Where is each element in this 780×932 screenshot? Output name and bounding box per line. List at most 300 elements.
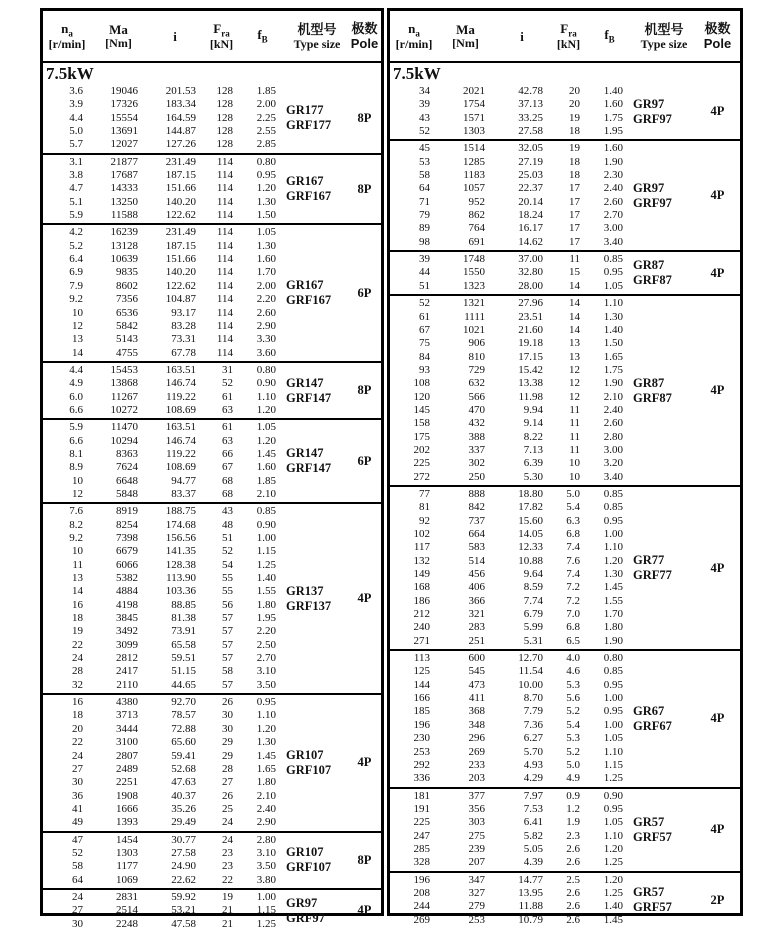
na-cell: 196 [413,718,430,731]
fra-cell: 6.8 [566,621,580,634]
row-list [390,873,633,928]
ratio-cell: 8.70 [523,692,543,705]
spec-row [390,85,633,98]
type-size-label: GR167 [286,278,324,293]
fb-cell: 0.90 [256,518,276,531]
ma-cell: 1057 [463,182,485,195]
col-header-ma: Ma [Nm] [452,22,479,50]
na-cell: 202 [413,443,430,456]
spec-row [390,311,633,324]
ratio-cell: 59.92 [171,890,196,903]
ratio-cell: 83.37 [171,487,196,500]
na-cell: 6.4 [69,253,83,266]
ma-cell: 356 [468,802,485,815]
ratio-cell: 144.87 [165,125,196,138]
ma-cell: 13868 [110,377,138,390]
fra-cell: 15 [569,266,580,279]
na-cell: 225 [413,816,430,829]
ratio-cell: 18.24 [518,209,543,222]
spec-row [390,900,633,913]
fra-cell: 0.9 [566,789,580,802]
spec-row [43,790,286,803]
spec-row [43,125,286,138]
pole-cell [348,504,381,693]
na-cell: 98 [419,235,430,248]
spec-row [43,750,286,763]
fra-cell: 114 [216,182,233,195]
na-cell: 191 [413,802,430,815]
spec-row [390,665,633,678]
type-size-label: GR57 [633,885,665,900]
fra-cell: 24 [222,833,233,846]
ratio-cell: 5.82 [523,829,543,842]
ma-cell: 1514 [463,142,485,155]
spec-row [390,112,633,125]
row-list [390,141,633,250]
ma-cell: 1748 [463,253,485,266]
na-cell: 269 [413,913,430,926]
fra-cell: 23 [222,846,233,859]
ma-cell: 2417 [116,665,138,678]
ratio-cell: 183.34 [165,98,196,111]
fra-cell: 10 [569,470,580,483]
type-size-label: GR107 [286,845,324,860]
na-cell: 19 [72,625,83,638]
na-cell: 44 [419,266,430,279]
na-cell: 14 [72,585,83,598]
row-list [390,789,633,871]
na-cell: 7.6 [69,505,83,518]
na-cell: 92 [419,514,430,527]
spec-group [43,225,381,362]
fra-cell: 27 [222,776,233,789]
spec-row [390,541,633,554]
fb-cell: 1.80 [256,776,276,789]
ratio-cell: 33.25 [518,111,543,124]
spec-group [390,651,740,788]
spec-row [390,391,633,404]
spec-row [43,625,286,638]
fb-cell: 1.20 [603,842,623,855]
na-cell: 18 [72,709,83,722]
type-size-cell [633,873,695,928]
fra-cell: 5.6 [566,692,580,705]
fra-cell: 23 [222,860,233,873]
spec-row [43,599,286,612]
na-cell: 244 [413,900,430,913]
na-cell: 102 [413,528,430,540]
spec-row [43,545,286,558]
fra-cell: 57 [222,638,233,651]
ma-cell: 4755 [116,346,138,359]
spec-row [43,776,286,789]
na-cell: 166 [413,692,430,705]
fra-cell: 1.2 [566,802,580,815]
fb-cell: 1.65 [256,762,276,775]
pole-cell [695,873,740,928]
pole-cell [695,651,740,786]
na-cell: 149 [413,568,430,581]
fra-cell: 18 [569,155,580,168]
spec-row [43,226,286,239]
fra-cell: 6.5 [566,634,580,647]
pole-label: 4P [357,591,372,606]
type-size-label: GR67 [633,703,665,718]
ratio-cell: 22.62 [171,873,196,886]
fb-cell: 1.85 [256,85,276,97]
ratio-cell: 7.53 [523,802,543,815]
na-cell: 5.0 [69,125,83,138]
type-size-label: GRF87 [633,273,672,288]
type-size-cell [286,225,348,360]
na-cell: 144 [413,678,430,691]
na-cell: 272 [413,470,430,483]
ma-cell: 10294 [110,434,138,447]
fra-cell: 114 [216,209,233,222]
spec-row [43,816,286,829]
na-cell: 5.2 [69,239,83,252]
fra-cell: 10 [569,457,580,470]
ma-cell: 583 [468,541,485,554]
pole-label: 4P [710,383,725,398]
type-size-label: GR97 [633,180,665,195]
spec-row [390,705,633,718]
fb-cell: 1.00 [256,532,276,544]
spec-row [390,297,633,310]
spec-row [43,532,286,545]
spec-tables [40,8,743,930]
fb-cell: 1.00 [603,718,623,731]
pole-cell [695,252,740,294]
fra-cell: 5.4 [566,501,580,514]
spec-row [43,98,286,111]
fb-cell: 3.40 [603,235,623,248]
spec-row [43,918,286,931]
spec-row [43,266,286,279]
spec-row [390,471,633,484]
pole-cell [695,296,740,485]
fra-cell: 67 [222,461,233,474]
spec-group [390,141,740,252]
pole-label: 2P [710,892,725,907]
pole-cell [348,225,381,360]
fb-cell: 3.30 [256,333,276,346]
type-size-cell [633,296,695,485]
na-cell: 196 [413,873,430,886]
ratio-cell: 14.62 [518,235,543,248]
ratio-cell: 5.30 [523,470,543,483]
fra-cell: 57 [222,625,233,638]
fb-cell: 1.25 [603,856,623,869]
fra-cell: 63 [222,403,233,416]
ma-cell: 337 [468,443,485,456]
ma-cell: 17326 [110,98,138,111]
spec-row [390,253,633,266]
spec-row [390,156,633,169]
spec-row [43,364,286,377]
group-list-right [390,84,740,928]
spec-group [390,296,740,487]
spec-group [390,252,740,296]
ratio-cell: 7.36 [523,718,543,731]
na-cell: 4.9 [69,377,83,390]
fra-cell: 2.6 [566,886,580,899]
ratio-cell: 141.35 [165,545,196,558]
ma-cell: 347 [468,873,485,886]
fb-cell: 1.00 [603,528,623,540]
na-cell: 3.8 [69,169,83,182]
table-header [43,11,381,63]
spec-row [43,391,286,404]
ma-cell: 842 [468,501,485,514]
fra-cell: 4.9 [566,772,580,785]
fra-cell: 128 [216,111,233,124]
fb-cell: 2.30 [603,169,623,182]
ma-cell: 7398 [116,532,138,544]
spec-row [43,652,286,665]
na-cell: 208 [413,886,430,899]
ratio-cell: 37.00 [518,253,543,266]
ma-cell: 302 [468,457,485,470]
na-cell: 24 [72,652,83,665]
fb-cell: 0.95 [603,802,623,815]
na-cell: 5.9 [69,209,83,222]
col-header-na: $n_a$ [r/min] [395,20,433,52]
na-cell: 32 [72,678,83,691]
fra-cell: 114 [216,306,233,319]
ratio-cell: 59.51 [171,652,196,665]
fra-cell: 18 [569,169,580,182]
row-list [43,363,286,418]
fb-cell: 1.75 [603,111,623,124]
ma-cell: 10272 [110,403,138,416]
fra-cell: 2.6 [566,842,580,855]
spec-row [43,347,286,360]
fb-cell: 2.55 [256,125,276,138]
fra-cell: 43 [222,505,233,518]
spec-row [390,457,633,470]
fra-cell: 52 [222,377,233,390]
fb-cell: 1.55 [256,585,276,598]
spec-row [390,169,633,182]
fb-cell: 1.40 [603,85,623,97]
fra-cell: 114 [216,279,233,292]
ma-cell: 664 [468,528,485,540]
fb-cell: 1.25 [603,886,623,899]
spec-row [43,736,286,749]
pole-label: 8P [357,383,372,398]
na-cell: 6.0 [69,390,83,403]
ma-cell: 764 [468,222,485,235]
spec-row [390,719,633,732]
ratio-cell: 27.19 [518,155,543,168]
fb-cell: 1.25 [256,558,276,571]
na-cell: 328 [413,856,430,869]
fra-cell: 19 [569,142,580,155]
fra-cell: 28 [222,762,233,775]
type-size-cell [286,890,348,932]
spec-row [390,843,633,856]
na-cell: 158 [413,417,430,430]
fb-cell: 1.15 [603,758,623,771]
spec-row [390,501,633,514]
ma-cell: 10639 [110,253,138,266]
ratio-cell: 23.51 [518,310,543,323]
pole-cell [348,84,381,153]
fb-cell: 0.90 [603,789,623,802]
fra-cell: 114 [216,253,233,266]
spec-row [43,196,286,209]
spec-row [43,448,286,461]
fra-cell: 17 [569,195,580,208]
spec-row [390,222,633,235]
ma-cell: 1183 [463,169,485,182]
fb-cell: 3.40 [603,470,623,483]
ma-cell: 12027 [110,138,138,151]
fb-cell: 1.15 [256,904,276,917]
row-list [43,833,286,888]
na-cell: 10 [72,474,83,487]
ratio-cell: 30.77 [171,833,196,846]
spec-row [43,280,286,293]
type-size-label: GR137 [286,583,324,598]
ratio-cell: 10.88 [518,554,543,567]
spec-group [43,695,381,832]
spec-row [390,803,633,816]
ma-cell: 8254 [116,518,138,531]
fb-cell: 2.10 [603,390,623,403]
col-header-fra: $F_{ra}$ [kN] [556,20,581,52]
fb-cell: 3.50 [256,678,276,691]
ratio-cell: 151.66 [165,253,196,266]
fra-cell: 128 [216,85,233,97]
fra-cell: 11 [569,253,580,266]
spec-row [43,320,286,333]
spec-row [390,125,633,138]
ma-cell: 6648 [116,474,138,487]
ratio-cell: 27.96 [518,297,543,310]
type-size-label: GRF177 [286,118,332,133]
fra-cell: 5.0 [566,487,580,500]
ratio-cell: 174.68 [165,518,196,531]
ma-cell: 2514 [116,904,138,917]
ratio-cell: 92.70 [171,696,196,709]
fb-cell: 1.20 [256,182,276,195]
ma-cell: 2110 [116,678,138,691]
spec-row [390,692,633,705]
fra-cell: 29 [222,749,233,762]
ratio-cell: 17.82 [518,501,543,514]
fra-cell: 1.9 [566,816,580,829]
fra-cell: 13 [569,337,580,350]
spec-row [43,85,286,98]
fb-cell: 1.95 [603,125,623,138]
ratio-cell: 10.00 [518,678,543,691]
fb-cell: 3.60 [256,346,276,359]
row-list [43,504,286,693]
fb-cell: 1.85 [256,474,276,487]
spec-row [43,904,286,917]
na-cell: 52 [419,125,430,138]
ma-cell: 4198 [116,598,138,611]
ma-cell: 327 [468,886,485,899]
ratio-cell: 20.14 [518,195,543,208]
ratio-cell: 8.59 [523,581,543,594]
fb-cell: 1.00 [256,890,276,903]
spec-row [43,156,286,169]
spec-row [390,266,633,279]
spec-row [390,679,633,692]
spec-row [390,555,633,568]
type-size-label: GR77 [633,553,665,568]
fb-cell: 1.10 [603,829,623,842]
fb-cell: 2.00 [256,279,276,292]
ma-cell: 566 [468,390,485,403]
ma-cell: 283 [468,621,485,634]
ma-cell: 296 [468,732,485,745]
ma-cell: 321 [468,608,485,621]
na-cell: 230 [413,732,430,745]
na-cell: 53 [419,155,430,168]
fb-cell: 1.80 [603,621,623,634]
ratio-cell: 65.60 [171,736,196,749]
na-cell: 52 [72,846,83,859]
ma-cell: 2489 [116,762,138,775]
ma-cell: 13691 [110,125,138,138]
ma-cell: 366 [468,594,485,607]
na-cell: 22 [72,736,83,749]
na-cell: 12 [72,487,83,500]
fb-cell: 0.95 [603,705,623,718]
fb-cell: 1.80 [256,598,276,611]
ma-cell: 632 [468,377,485,390]
col-header-pole: 极数 Pole [350,21,379,51]
spec-group [43,504,381,695]
type-size-cell [633,252,695,294]
spec-row [390,337,633,350]
fb-cell: 1.20 [603,554,623,567]
spec-group [43,420,381,504]
fb-cell: 2.40 [256,802,276,815]
ma-cell: 1111 [464,310,485,323]
ratio-cell: 119.22 [166,390,196,403]
na-cell: 79 [419,209,430,222]
ma-cell: 279 [468,900,485,913]
ratio-cell: 72.88 [171,722,196,735]
power-rating-label: 7.5kW [46,64,94,83]
na-cell: 186 [413,594,430,607]
spec-row [390,568,633,581]
fb-cell: 1.40 [603,900,623,913]
ratio-cell: 52.68 [171,762,196,775]
row-list [43,890,286,932]
na-cell: 253 [413,745,430,758]
pole-cell [695,789,740,871]
ma-cell: 3713 [116,709,138,722]
spec-row [390,528,633,541]
pole-cell [348,363,381,418]
na-cell: 285 [413,842,430,855]
fb-cell: 1.90 [603,155,623,168]
fb-cell: 1.05 [603,279,623,292]
pole-cell [348,833,381,888]
fra-cell: 31 [222,363,233,376]
fb-cell: 1.40 [603,323,623,336]
fra-cell: 26 [222,789,233,802]
spec-row [43,847,286,860]
spec-row [390,377,633,390]
ratio-cell: 37.13 [518,98,543,111]
